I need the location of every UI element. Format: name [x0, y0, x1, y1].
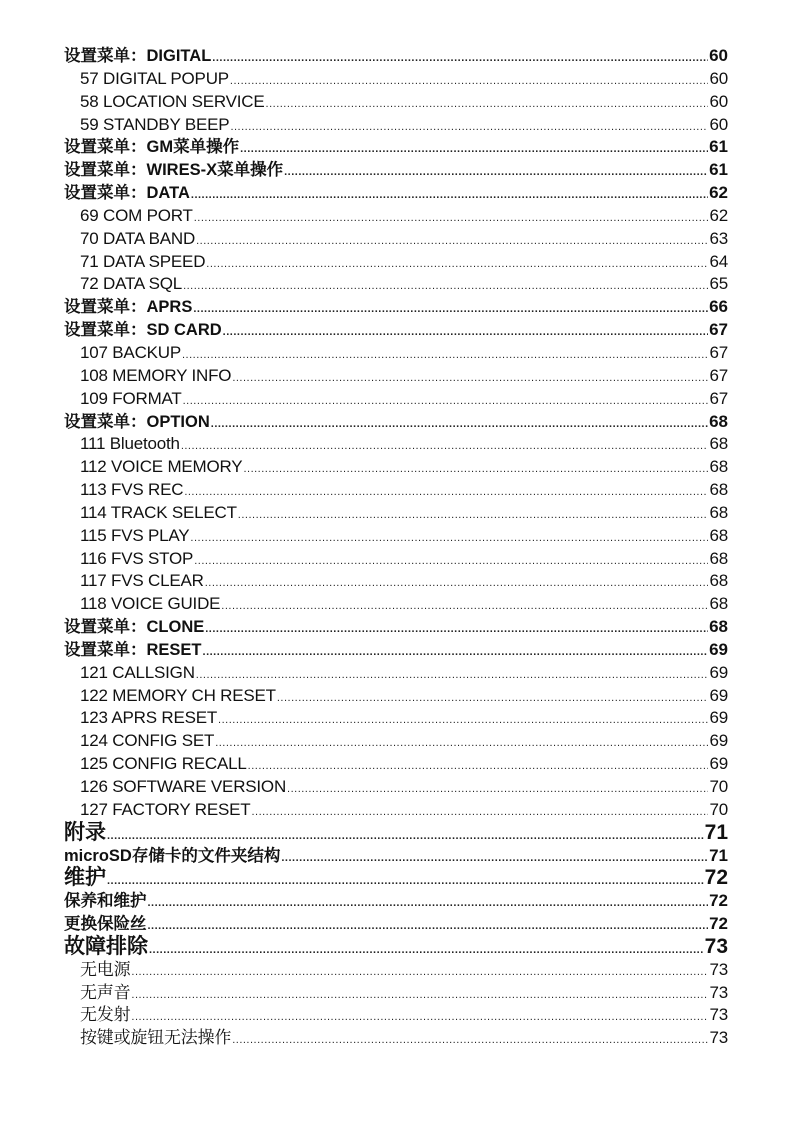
toc-entry-label: 107 BACKUP [80, 342, 181, 362]
dot-leader [221, 595, 708, 618]
toc-section[interactable] [64, 45, 728, 68]
dot-leader [183, 275, 708, 298]
toc-entry-label: 设置菜单：RESET [64, 640, 202, 659]
toc-page-number: 61 [709, 137, 728, 157]
toc-entry-label: 故障排除 [64, 934, 148, 958]
toc-entry-label: 附录 [64, 820, 106, 844]
toc-entry-label: 设置菜单：WIRES-X菜单操作 [64, 161, 284, 180]
toc-entry-label: 126 SOFTWARE VERSION [80, 777, 287, 796]
dot-leader [215, 732, 708, 755]
dot-leader [194, 550, 708, 573]
toc-entry-label: 设置菜单：APRS [64, 298, 193, 317]
toc-entry-label: 118 VOICE GUIDE [80, 594, 221, 614]
toc-page-number: 71 [704, 820, 728, 844]
toc-entry-label: 122 MEMORY CH RESET [80, 685, 276, 705]
toc-page-number: 67 [709, 388, 728, 408]
toc-subentry[interactable] [64, 456, 728, 479]
toc-section[interactable] [64, 319, 728, 342]
toc-subentry[interactable] [64, 730, 728, 753]
toc-entry-label: 113 FVS REC [80, 480, 184, 500]
toc-entry-label: 114 TRACK SELECT [80, 502, 237, 522]
toc-entry-label: 109 FORMAT [80, 388, 182, 408]
toc-subentry[interactable] [64, 502, 728, 525]
toc-entry-label: 按键或旋钮无法操作 [80, 1028, 232, 1048]
toc-page-number: 68 [709, 434, 728, 454]
dot-leader [193, 298, 708, 321]
toc-page-number: 70 [709, 777, 728, 796]
toc-subentry[interactable] [64, 228, 728, 251]
toc-subentry[interactable] [64, 593, 728, 616]
toc-subentry[interactable] [64, 525, 728, 548]
toc-entry-label: 保养和维护 [64, 892, 147, 911]
dot-leader [243, 458, 708, 481]
toc-subentry[interactable] [64, 114, 728, 137]
toc-section[interactable] [64, 845, 728, 868]
toc-subentry[interactable] [64, 1004, 728, 1027]
dot-leader [238, 504, 709, 527]
toc-subentry[interactable] [64, 251, 728, 274]
toc-entry-label: 57 DIGITAL POPUP [80, 68, 229, 88]
toc-entry-label: 58 LOCATION SERVICE [80, 91, 265, 111]
toc-entry-label: 111 Bluetooth [80, 434, 180, 454]
dot-leader [248, 755, 709, 778]
toc-entry-label: 116 FVS STOP [80, 548, 194, 568]
dot-leader [281, 847, 708, 870]
toc-subentry[interactable] [64, 982, 728, 1005]
toc-entry-label: 70 DATA BAND [80, 228, 196, 248]
toc-entry-label: 124 CONFIG SET [80, 731, 215, 751]
dot-leader [284, 161, 708, 184]
dot-leader [206, 253, 708, 276]
toc-chapter[interactable] [64, 822, 728, 845]
toc-subentry[interactable] [64, 707, 728, 730]
dot-leader [266, 93, 709, 116]
toc-page-number: 68 [709, 457, 728, 477]
toc-page-number: 60 [709, 68, 728, 88]
toc-entry-label: 69 COM PORT [80, 205, 193, 225]
dot-leader [212, 47, 708, 70]
toc-subentry[interactable] [64, 1027, 728, 1050]
toc-entry-label: 71 DATA SPEED [80, 251, 206, 271]
toc-section[interactable] [64, 411, 728, 434]
dot-leader [287, 778, 708, 801]
dot-leader [205, 618, 708, 641]
dot-leader [230, 70, 709, 93]
toc-page-number: 72 [709, 891, 728, 911]
toc-page-number: 73 [709, 959, 728, 979]
toc-subentry[interactable] [64, 799, 728, 822]
toc-page-number: 73 [709, 982, 728, 1002]
toc-subentry[interactable] [64, 959, 728, 982]
toc-entry-label: 112 VOICE MEMORY [80, 457, 243, 477]
dot-leader [131, 984, 708, 1007]
toc-subentry[interactable] [64, 388, 728, 411]
toc-page-number: 62 [709, 183, 728, 203]
toc-subentry[interactable] [64, 68, 728, 91]
dot-leader [203, 641, 709, 664]
dot-leader [194, 207, 709, 230]
toc-page-number: 73 [704, 934, 728, 958]
toc-subentry[interactable] [64, 365, 728, 388]
toc-section[interactable] [64, 890, 728, 913]
dot-leader [277, 687, 709, 710]
toc-subentry[interactable] [64, 273, 728, 296]
dot-leader [205, 572, 709, 595]
toc-entry-label: 123 APRS RESET [80, 708, 218, 728]
toc-page-number: 67 [709, 320, 728, 340]
toc-page-number: 67 [709, 365, 728, 385]
toc-entry-label: 设置菜单：OPTION [64, 412, 210, 431]
toc-page-number: 60 [709, 91, 728, 111]
toc-entry-label: 无声音 [80, 982, 131, 1002]
dot-leader [196, 230, 708, 253]
dot-leader [182, 344, 708, 367]
toc-entry-label: microSD存储卡的文件夹结构 [64, 846, 281, 865]
dot-leader [181, 435, 709, 458]
toc-page-number: 69 [709, 685, 728, 705]
toc-entry-label: 无电源 [80, 959, 131, 979]
toc-entry-label: 125 CONFIG RECALL [80, 754, 247, 774]
toc-page-number: 61 [709, 160, 728, 180]
toc-page-number: 69 [709, 708, 728, 728]
toc-page-number: 70 [709, 799, 728, 819]
toc-page-number: 60 [709, 46, 728, 65]
dot-leader [191, 184, 708, 207]
toc-subentry[interactable] [64, 342, 728, 365]
dot-leader [148, 892, 709, 915]
toc-section[interactable] [64, 639, 728, 662]
toc-page-number: 68 [709, 594, 728, 614]
toc-section[interactable] [64, 913, 728, 936]
toc-entry-label: 108 MEMORY INFO [80, 365, 232, 385]
toc-entry-label: 72 DATA SQL [80, 274, 183, 294]
toc-page-number: 68 [709, 411, 728, 431]
toc-page-number: 72 [709, 914, 728, 934]
toc-section[interactable] [64, 296, 728, 319]
toc-page-number: 69 [709, 731, 728, 751]
toc-section[interactable] [64, 136, 728, 159]
toc-page-number: 71 [709, 845, 728, 865]
toc-page-number: 69 [709, 639, 728, 659]
dot-leader [148, 915, 709, 938]
dot-leader [223, 321, 708, 344]
dot-leader [190, 527, 708, 550]
toc-entry-label: 设置菜单：DIGITAL [64, 47, 212, 65]
toc-entry-label: 维护 [64, 866, 106, 890]
dot-leader [251, 801, 708, 824]
toc-page-number: 65 [709, 274, 728, 294]
toc-subentry[interactable] [64, 685, 728, 708]
toc-page-number: 62 [709, 205, 728, 225]
dot-leader [131, 961, 708, 984]
toc-page-number: 66 [709, 297, 728, 317]
toc-page-number: 68 [709, 571, 728, 591]
toc-page-number: 68 [709, 480, 728, 500]
toc-section[interactable] [64, 182, 728, 205]
toc-entry-label: 59 STANDBY BEEP [80, 114, 230, 134]
toc-subentry[interactable] [64, 753, 728, 776]
toc-entry-label: 设置菜单：GM菜单操作 [64, 138, 240, 157]
dot-leader [240, 138, 708, 161]
toc-subentry[interactable] [64, 205, 728, 228]
table-of-contents [64, 45, 728, 1050]
toc-page-number: 69 [709, 754, 728, 774]
dot-leader [232, 367, 708, 390]
toc-subentry[interactable] [64, 433, 728, 456]
dot-leader [149, 939, 704, 962]
toc-page-number: 68 [709, 525, 728, 545]
toc-entry-label: 更换保险丝 [64, 915, 147, 934]
toc-subentry[interactable] [64, 776, 728, 799]
toc-subentry[interactable] [64, 91, 728, 114]
dot-leader [131, 1006, 708, 1029]
toc-page-number: 63 [709, 228, 728, 248]
toc-page-number: 68 [709, 617, 728, 637]
toc-subentry[interactable] [64, 570, 728, 593]
toc-chapter[interactable] [64, 867, 728, 890]
toc-page-number: 60 [709, 114, 728, 134]
dot-leader [183, 390, 709, 413]
toc-page-number: 73 [709, 1005, 728, 1025]
dot-leader [230, 116, 708, 139]
toc-entry-label: 127 FACTORY RESET [80, 799, 251, 819]
toc-entry-label: 121 CALLSIGN [80, 662, 195, 682]
toc-section[interactable] [64, 616, 728, 639]
toc-entry-label: 115 FVS PLAY [80, 525, 190, 545]
toc-section[interactable] [64, 159, 728, 182]
toc-page-number: 68 [709, 548, 728, 568]
toc-page-number: 72 [704, 866, 728, 890]
toc-page-number: 69 [709, 662, 728, 682]
dot-leader [107, 870, 704, 893]
toc-page-number: 64 [709, 251, 728, 271]
toc-entry-label: 117 FVS CLEAR [80, 571, 204, 591]
toc-entry-label: 设置菜单：DATA [64, 184, 190, 203]
dot-leader [196, 664, 709, 687]
toc-subentry[interactable] [64, 479, 728, 502]
toc-subentry[interactable] [64, 662, 728, 685]
toc-page-number: 68 [709, 502, 728, 522]
toc-page-number: 73 [709, 1028, 728, 1048]
toc-chapter[interactable] [64, 936, 728, 959]
dot-leader [218, 709, 708, 732]
toc-page-number: 67 [709, 342, 728, 362]
toc-subentry[interactable] [64, 548, 728, 571]
dot-leader [211, 413, 708, 436]
dot-leader [232, 1029, 708, 1052]
dot-leader [184, 481, 708, 504]
toc-entry-label: 设置菜单：CLONE [64, 618, 205, 637]
toc-entry-label: 设置菜单：SD CARD [64, 321, 222, 340]
toc-entry-label: 无发射 [80, 1005, 131, 1025]
